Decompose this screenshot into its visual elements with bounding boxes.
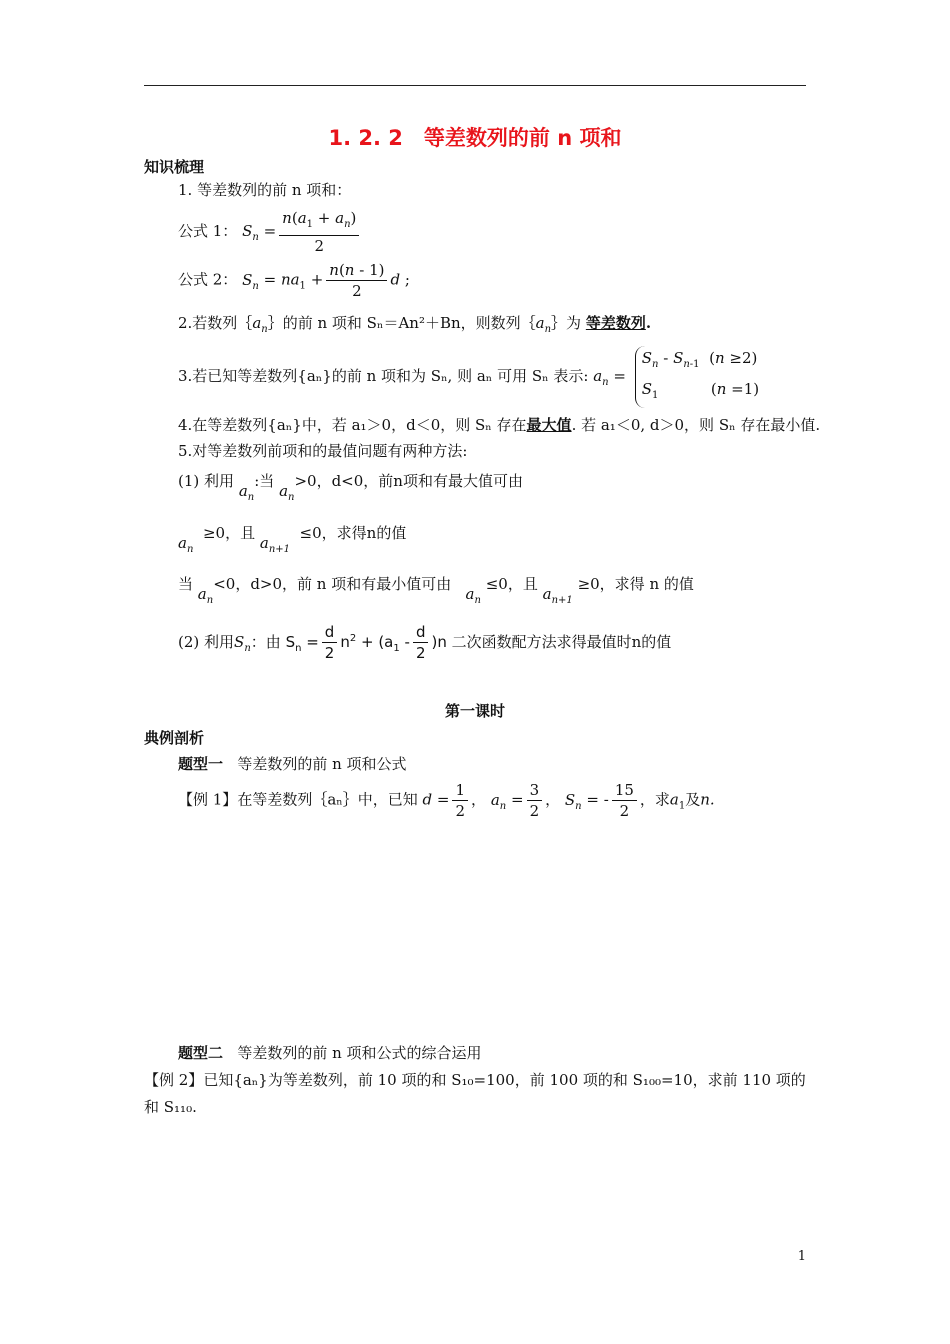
section-knowledge: 知识梳理 bbox=[144, 158, 205, 176]
item-3: 3.若已知等差数列{aₙ}的前 n 项和为 Sₙ, 则 aₙ 可用 Sₙ 表示: $a_n$ = $S_n - S_{n-1}$ (n ≥2) $S_1$ (n =1) bbox=[178, 346, 759, 408]
type-1-heading: 题型一 等差数列的前 n 项和公式 bbox=[178, 755, 407, 773]
item-1: 1. 等差数列的前 n 项和： bbox=[178, 181, 352, 199]
section-lesson: 第一课时 bbox=[444, 702, 505, 720]
type-2-heading: 题型二 等差数列的前 n 项和公式的综合运用 bbox=[178, 1044, 482, 1062]
method-1-line3: 当 $a_n<0$，d>0，前 n 项和有最小值可由 $a_n \le 0$，且 $a_{n+1} \ge 0$，求得 n 的值 bbox=[178, 575, 694, 606]
method-1-line1: (1) 利用 $a_n$:当 $a_n>0$，d<0，前n项和有最大值可由 bbox=[178, 472, 523, 503]
item-4: 4.在等差数列{aₙ}中，若 a₁＞0，d＜0，则 Sₙ 存在最大值. 若 a₁＜0, d＞0，则 Sₙ 存在最小值. bbox=[178, 416, 821, 434]
piecewise-system: $S_n - S_{n-1}$ (n ≥2) $S_1$ (n =1) bbox=[635, 346, 759, 408]
item-5: 5.对等差数列前项和的最值问题有两种方法: bbox=[178, 442, 468, 460]
header-rule bbox=[144, 85, 806, 86]
section-examples: 典例剖析 bbox=[144, 729, 205, 747]
page-number: 1 bbox=[797, 1249, 806, 1264]
formula-1-label: 公式 1： bbox=[178, 222, 238, 240]
item-2: 2.若数列$\{a_n\}$的前 n 项和 Sₙ＝An²＋Bn，则数列$\{a_n\}$为 等差数列. bbox=[178, 314, 652, 335]
formula-2: 公式 2： $S_n = na_1$ + $\frac{n(n - 1)}{2}$ d ; bbox=[178, 261, 410, 300]
example-2: 【例 2】已知{aₙ}为等差数列，前 10 项的和 S₁₀=100，前 100 项的和 S₁₀₀=10，求前 110 项的 bbox=[144, 1071, 806, 1089]
formula-2-label: 公式 2： bbox=[178, 270, 238, 289]
formula-1: 公式 1： $S_n$ = $\frac{n(a_1 + a_n)}{2}$ bbox=[178, 208, 362, 256]
example-2-cont: 和 S₁₁₀. bbox=[144, 1098, 197, 1116]
page-title: 1. 2. 2 等差数列的前 n 项和 bbox=[328, 126, 622, 150]
item-2-answer: 等差数列 bbox=[585, 314, 646, 332]
example-1: 【例 1】在等差数列｛aₙ｝中，已知 d = $\frac{1}{2}$ ， $a_n$ = $\frac{3}{2}$ ， $S_n$ = - $\frac{15}{2}$ ，求$a_1$及n. bbox=[178, 781, 715, 820]
method-2: (2) 利用$S_n$：由 $S_n$ = $\frac{d}{2}$ $n^2 + (a_1$ - $\frac{d}{2}$ )n 二次函数配方法求得最值时n的值 bbox=[178, 623, 672, 662]
item-4-answer: 最大值 bbox=[526, 416, 572, 434]
method-1-line2: $a_n \ge 0$，且 $a_{n+1} \le 0$，求得n的值 bbox=[178, 524, 407, 555]
